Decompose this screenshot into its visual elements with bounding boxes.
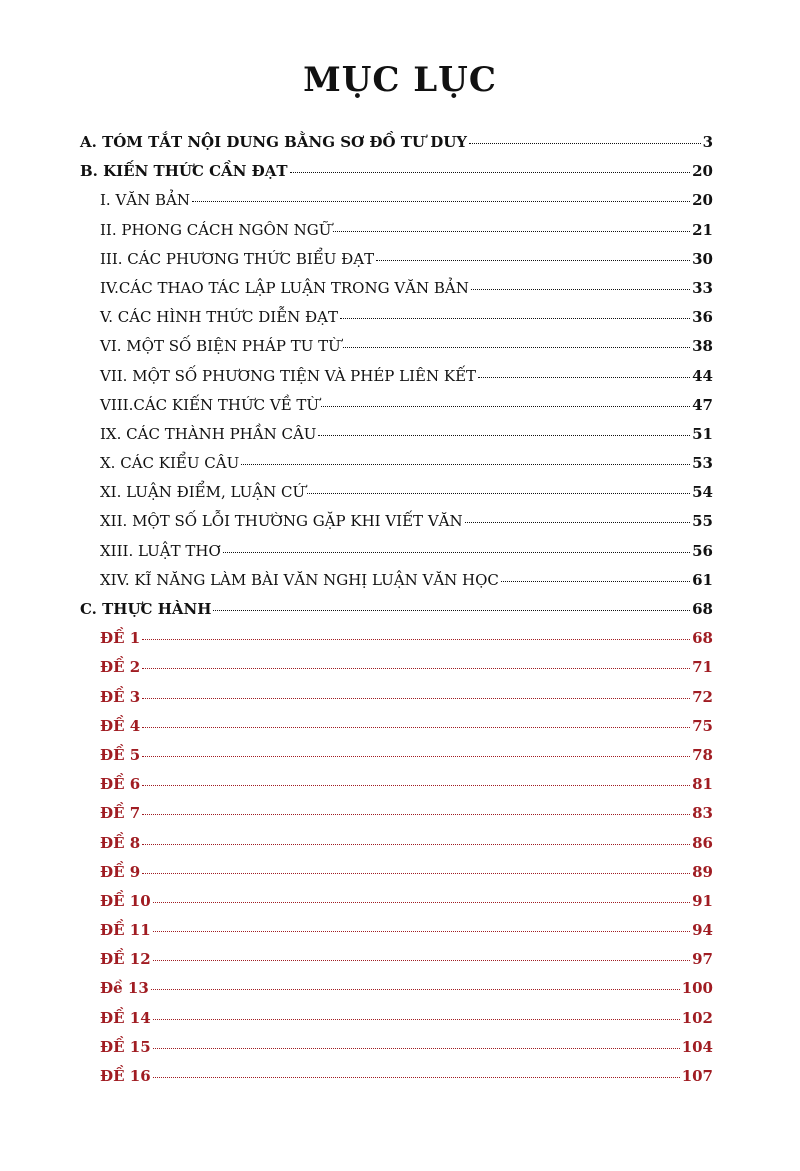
toc-entry-label: ĐỀ 12 bbox=[100, 950, 151, 969]
dot-leader bbox=[223, 552, 690, 553]
dot-leader bbox=[318, 435, 690, 436]
toc-entry-label: II. PHONG CÁCH NGÔN NGỮ bbox=[100, 220, 332, 239]
toc-entry-label: XIV. KĨ NĂNG LÀM BÀI VĂN NGHỊ LUẬN VĂN HỌC bbox=[100, 570, 499, 589]
toc-entry-page: 89 bbox=[692, 862, 713, 881]
toc-entry-de-6[interactable] bbox=[0, 775, 713, 804]
toc-entry-page: 36 bbox=[692, 308, 713, 327]
dot-leader bbox=[471, 289, 690, 290]
dot-leader bbox=[307, 493, 690, 494]
toc-entry-page: 21 bbox=[692, 220, 713, 239]
toc-entry-page: 20 bbox=[692, 162, 713, 181]
dot-leader bbox=[290, 172, 691, 173]
toc-entry-b-14[interactable] bbox=[0, 571, 713, 600]
dot-leader bbox=[241, 464, 690, 465]
toc-entry-label: ĐỀ 5 bbox=[100, 745, 141, 764]
toc-entry-de-5[interactable] bbox=[0, 746, 713, 775]
toc-entry-page: 61 bbox=[692, 570, 713, 589]
toc-entry-section-c[interactable] bbox=[0, 600, 713, 629]
toc-entry-label: ĐỀ 2 bbox=[100, 658, 141, 677]
toc-entry-b-3[interactable] bbox=[0, 250, 713, 279]
toc-entry-page: 71 bbox=[692, 658, 713, 677]
toc-entry-label: ĐỀ 14 bbox=[100, 1008, 151, 1027]
toc-entry-page: 78 bbox=[692, 745, 713, 764]
toc-entry-page: 53 bbox=[692, 454, 713, 473]
toc-entry-de-16[interactable] bbox=[0, 1067, 713, 1096]
toc-entry-label: X. CÁC KIỂU CÂU bbox=[100, 454, 240, 473]
toc-entry-de-14[interactable] bbox=[0, 1009, 713, 1038]
toc-entry-de-8[interactable] bbox=[0, 834, 713, 863]
toc-entry-de-11[interactable] bbox=[0, 921, 713, 950]
page-title: MỤC LỤC bbox=[303, 60, 497, 100]
toc-entry-b-8[interactable] bbox=[0, 396, 713, 425]
toc-entry-label: ĐỀ 4 bbox=[100, 716, 141, 735]
toc-entry-label: ĐỀ 15 bbox=[100, 1037, 151, 1056]
toc-entry-page: 55 bbox=[692, 512, 713, 531]
toc-entry-page: 20 bbox=[692, 191, 713, 210]
dot-leader bbox=[376, 260, 690, 261]
toc-entry-page: 104 bbox=[681, 1037, 713, 1056]
dot-leader bbox=[153, 931, 690, 932]
toc-entry-page: 83 bbox=[692, 804, 713, 823]
toc-entry-page: 68 bbox=[692, 600, 713, 618]
toc-entry-b-4[interactable] bbox=[0, 279, 713, 308]
toc-entry-label: ĐỀ 1 bbox=[100, 629, 141, 648]
toc-entry-b-7[interactable] bbox=[0, 367, 713, 396]
toc-entry-b-5[interactable] bbox=[0, 308, 713, 337]
toc-entry-page: 81 bbox=[692, 775, 713, 794]
dot-leader bbox=[153, 960, 690, 961]
toc-entry-page: 68 bbox=[692, 629, 713, 648]
toc-entry-de-12[interactable] bbox=[0, 950, 713, 979]
toc-entry-de-13[interactable] bbox=[0, 979, 713, 1008]
dot-leader bbox=[469, 143, 701, 144]
toc-entry-b-9[interactable] bbox=[0, 425, 713, 454]
dot-leader bbox=[465, 522, 691, 523]
dot-leader bbox=[142, 873, 690, 874]
dot-leader bbox=[142, 756, 690, 757]
toc-entry-label: IX. CÁC THÀNH PHẦN CÂU bbox=[100, 424, 317, 443]
dot-leader bbox=[213, 610, 690, 611]
toc-entry-label: ĐỀ 7 bbox=[100, 804, 141, 823]
dot-leader bbox=[192, 201, 690, 202]
toc-entry-label: ĐỀ 3 bbox=[100, 687, 141, 706]
toc-entry-label: III. CÁC PHƯƠNG THỨC BIỂU ĐẠT bbox=[100, 249, 375, 268]
toc-entry-de-4[interactable] bbox=[0, 717, 713, 746]
toc-entry-b-12[interactable] bbox=[0, 512, 713, 541]
toc-entry-label: B. KIẾN THỨC CẦN ĐẠT bbox=[80, 162, 288, 181]
toc-entry-label: XII. MỘT SỐ LỖI THƯỜNG GẶP KHI VIẾT VĂN bbox=[100, 512, 463, 531]
toc-entry-page: 100 bbox=[681, 979, 713, 998]
toc-entry-label: VII. MỘT SỐ PHƯƠNG TIỆN VÀ PHÉP LIÊN KẾT bbox=[100, 366, 477, 385]
toc-entry-section-b[interactable] bbox=[0, 162, 713, 191]
toc-entry-de-2[interactable] bbox=[0, 658, 713, 687]
toc-entry-page: 91 bbox=[692, 891, 713, 910]
dot-leader bbox=[153, 1019, 680, 1020]
toc-entry-page: 33 bbox=[692, 278, 713, 297]
toc-entry-page: 97 bbox=[692, 950, 713, 969]
dot-leader bbox=[151, 989, 680, 990]
dot-leader bbox=[321, 406, 690, 407]
toc-entry-page: 3 bbox=[702, 133, 713, 151]
dot-leader bbox=[142, 814, 690, 815]
toc-entry-label: VI. MỘT SỐ BIỆN PHÁP TU TỪ bbox=[100, 337, 341, 356]
toc-entry-label: VIII.CÁC KIẾN THỨC VỀ TỪ bbox=[100, 395, 320, 414]
dot-leader bbox=[153, 902, 690, 903]
toc-entry-de-3[interactable] bbox=[0, 688, 713, 717]
dot-leader bbox=[153, 1077, 680, 1078]
toc-entry-label: ĐỀ 16 bbox=[100, 1067, 151, 1085]
dot-leader bbox=[142, 698, 690, 699]
toc-entry-label: ĐỀ 9 bbox=[100, 862, 141, 881]
toc-entry-label: IV.CÁC THAO TÁC LẬP LUẬN TRONG VĂN BẢN bbox=[100, 278, 469, 297]
toc-entry-de-9[interactable] bbox=[0, 863, 713, 892]
dot-leader bbox=[340, 318, 690, 319]
toc-entry-b-6[interactable] bbox=[0, 337, 713, 366]
toc-entry-label: Đề 13 bbox=[100, 979, 149, 998]
toc-entry-page: 56 bbox=[692, 541, 713, 560]
toc-entry-label: A. TÓM TẮT NỘI DUNG BẰNG SƠ ĐỒ TƯ DUY bbox=[80, 133, 468, 151]
dot-leader bbox=[501, 581, 690, 582]
dot-leader bbox=[142, 844, 690, 845]
toc-entry-page: 54 bbox=[692, 483, 713, 502]
dot-leader bbox=[333, 231, 690, 232]
toc-entry-page: 47 bbox=[692, 395, 713, 414]
toc-entry-page: 38 bbox=[692, 337, 713, 356]
dot-leader bbox=[142, 639, 690, 640]
dot-leader bbox=[153, 1048, 680, 1049]
toc-entry-page: 102 bbox=[681, 1008, 713, 1027]
toc-entry-page: 107 bbox=[681, 1067, 713, 1085]
toc-entry-label: ĐỀ 10 bbox=[100, 891, 151, 910]
toc-entry-label: ĐỀ 8 bbox=[100, 833, 141, 852]
dot-leader bbox=[343, 347, 690, 348]
dot-leader bbox=[142, 668, 690, 669]
toc-entry-label: I. VĂN BẢN bbox=[100, 191, 190, 210]
toc-entry-page: 94 bbox=[692, 921, 713, 940]
dot-leader bbox=[142, 727, 690, 728]
toc-entry-section-a[interactable] bbox=[0, 133, 713, 162]
toc-entry-label: C. THỰC HÀNH bbox=[80, 600, 212, 618]
toc-entry-label: XI. LUẬN ĐIỂM, LUẬN CỨ bbox=[100, 483, 306, 502]
dot-leader bbox=[478, 377, 690, 378]
dot-leader bbox=[142, 785, 690, 786]
toc-entry-page: 75 bbox=[692, 716, 713, 735]
toc-entry-label: V. CÁC HÌNH THỨC DIỄN ĐẠT bbox=[100, 308, 338, 327]
toc-entry-de-1[interactable] bbox=[0, 629, 713, 658]
toc-entry-de-15[interactable] bbox=[0, 1038, 713, 1067]
table-of-contents bbox=[0, 133, 800, 1096]
toc-entry-b-10[interactable] bbox=[0, 454, 713, 483]
toc-entry-label: ĐỀ 6 bbox=[100, 775, 141, 794]
toc-entry-page: 44 bbox=[692, 366, 713, 385]
toc-entry-label: ĐỀ 11 bbox=[100, 921, 151, 940]
toc-entry-page: 86 bbox=[692, 833, 713, 852]
toc-entry-de-10[interactable] bbox=[0, 892, 713, 921]
toc-entry-de-7[interactable] bbox=[0, 804, 713, 833]
toc-entry-page: 51 bbox=[692, 424, 713, 443]
toc-entry-b-13[interactable] bbox=[0, 542, 713, 571]
toc-entry-b-11[interactable] bbox=[0, 483, 713, 512]
toc-entry-b-1[interactable] bbox=[0, 191, 713, 220]
toc-entry-page: 72 bbox=[692, 687, 713, 706]
toc-entry-page: 30 bbox=[692, 249, 713, 268]
toc-entry-label: XIII. LUẬT THƠ bbox=[100, 541, 221, 560]
toc-entry-b-2[interactable] bbox=[0, 221, 713, 250]
